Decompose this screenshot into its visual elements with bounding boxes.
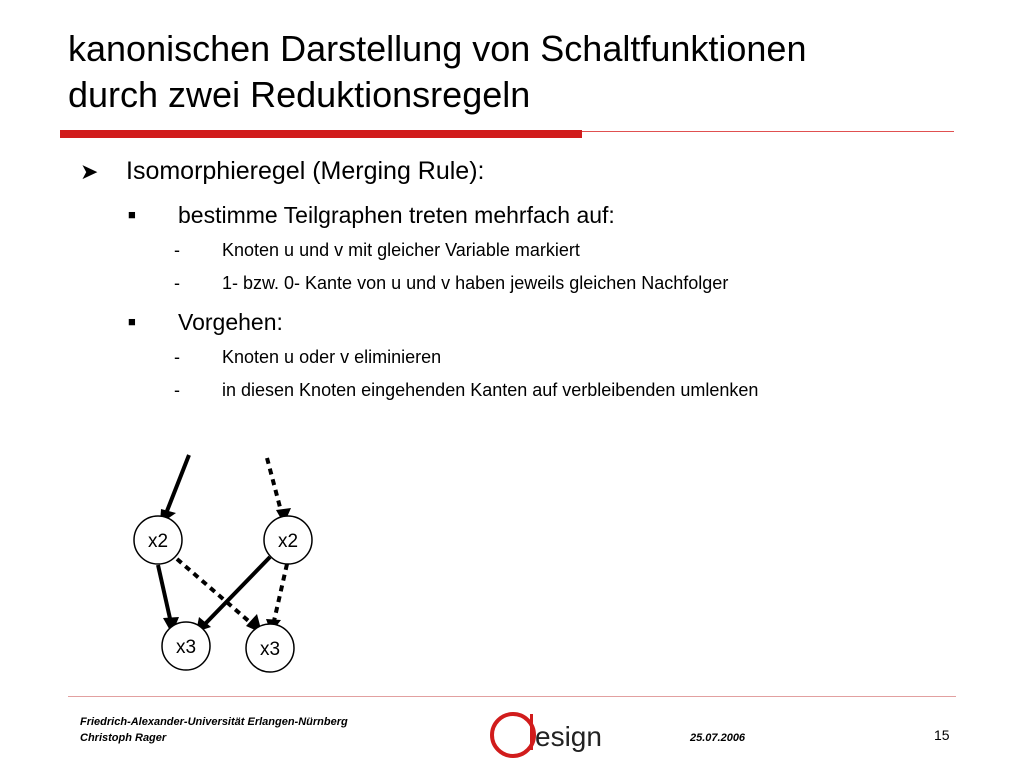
logo-ring: [492, 714, 534, 756]
node-label: x3: [175, 637, 197, 658]
node-x2-right: [264, 516, 312, 564]
bullet-text: 1- bzw. 0- Kante von u und v haben jeweils gleichen Nachfolger: [222, 273, 729, 293]
arrow-bullet-icon: ➤: [80, 159, 99, 184]
node-label: x2: [277, 531, 299, 552]
logo-stem: [530, 714, 533, 750]
title-line-2: durch zwei Reduktionsregeln: [68, 74, 531, 115]
footer-university: Friedrich-Alexander-Universität Erlangen-Nürnberg: [80, 716, 348, 728]
square-bullet-icon: ■: [128, 314, 136, 329]
dash-bullet: -: [174, 347, 180, 367]
dash-bullet: -: [174, 273, 180, 293]
square-bullet-icon: ■: [128, 207, 136, 222]
node-x3-left: [162, 622, 210, 670]
page-number: 15: [934, 727, 950, 743]
bullet-text: Vorgehen:: [178, 309, 283, 335]
bullet-text: Knoten u und v mit gleicher Variable markiert: [222, 240, 580, 260]
bullet-text: Knoten u oder v eliminieren: [222, 347, 442, 367]
design-logo: [486, 706, 610, 762]
node-x3-right: [246, 624, 294, 672]
edge-solid-incoming-x2-left: [167, 455, 189, 511]
node-label: x3: [259, 639, 281, 660]
edge-solid-x2-left-to-x3-left: [158, 565, 171, 623]
bullet-text: in diesen Knoten eingehenden Kanten auf verbleibenden umlenken: [222, 380, 759, 400]
bullet-text: bestimme Teilgraphen treten mehrfach auf:: [178, 202, 615, 228]
dash-bullet: -: [174, 380, 180, 400]
node-label: x2: [147, 531, 169, 552]
edge-dashed-x2-right-to-x3-right: [274, 564, 287, 621]
footer-divider: [68, 696, 956, 697]
dash-bullet: -: [174, 240, 180, 260]
footer-author: Christoph Rager: [80, 732, 167, 744]
bullet-text: Isomorphieregel (Merging Rule):: [126, 157, 485, 185]
node-x2-left: [134, 516, 182, 564]
edge-dashed-incoming-x2-right: [267, 458, 281, 511]
footer-date: 25.07.2006: [690, 732, 746, 744]
title-line-1: kanonischen Darstellung von Schaltfunktionen: [68, 28, 807, 69]
logo-text: esign: [535, 721, 602, 752]
